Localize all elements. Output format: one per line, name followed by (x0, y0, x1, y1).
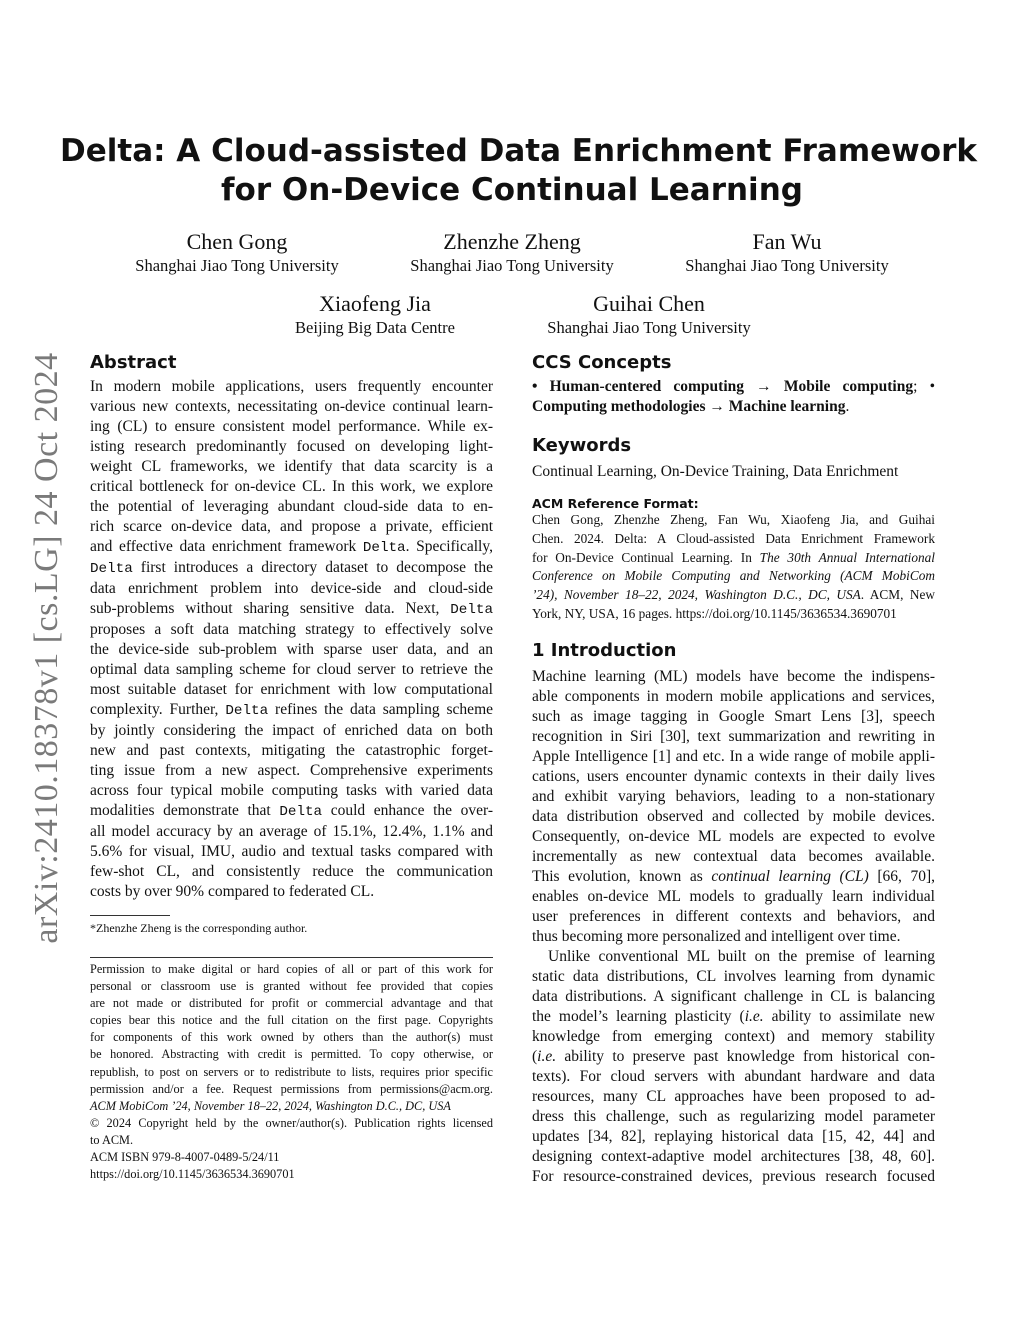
intro-line: thus becoming more personalized and intelligent over time. (532, 927, 901, 945)
abstract-line: and effective data enrichment framework Delta. Specifically, (90, 538, 493, 556)
copyright-line: to ACM. (90, 1132, 134, 1147)
reference-line: York, NY, USA, 16 pages. https://doi.org/10.1145/3636534.3690701 (532, 605, 897, 621)
reference-text: for On-Device Continual Learning. In (532, 549, 752, 565)
reference-line (532, 549, 935, 568)
intro-text: ability to preserve past knowledge from historical con- (556, 1047, 935, 1065)
keywords-text: Continual Learning, On-Device Training, Data Enrichment (532, 463, 899, 480)
abstract-line: various new contexts, necessitating on-device continual learn- (90, 398, 493, 415)
intro-line (532, 1047, 935, 1067)
ccs-term: Computing methodologies (532, 398, 706, 415)
author-name: Guihai Chen (593, 291, 705, 316)
intro-term: continual learning (CL) (711, 867, 869, 885)
permission-line: permission and/or a fee. Request permissions from permissions@acm.org. (90, 1081, 493, 1096)
permission-divider (90, 957, 493, 958)
abstract-line: critical bottleneck for on-device CL. In this work, we explore (90, 478, 493, 495)
reference-venue: ’24), November 18–22, 2024, Washington D.C., DC, USA (532, 587, 861, 603)
permission-line: be honored. Abstracting with credit is permitted. To copy otherwise, or (90, 1047, 493, 1062)
author-name: Xiaofeng Jia (319, 291, 431, 316)
abstract-body (90, 377, 493, 902)
abstract-line: sub-problems without sharing sensitive data. Next, Delta (90, 600, 493, 618)
abstract-line: 5.6% for visual, IMU, audio and textual tasks compared with (90, 843, 493, 860)
venue-line: ACM MobiCom ’24, November 18–22, 2024, Washington D.C., DC, USA (90, 1098, 451, 1113)
intro-line: texts). For cloud servers with abundant hardware and data (532, 1067, 935, 1085)
copyright-line: © 2024 Copyright held by the owner/author(s). Publication rights licensed (90, 1115, 493, 1130)
intro-line: Unlike conventional ML built on the premise of learning (548, 947, 935, 965)
introduction-heading: 1 Introduction (532, 639, 677, 661)
system-name: Delta (450, 602, 493, 618)
permission-block (90, 961, 493, 1183)
intro-abbrev: i.e. (744, 1007, 764, 1025)
system-name: Delta (362, 540, 406, 556)
abstract-line: weight CL frameworks, we identify that data scarcity is a (90, 458, 493, 475)
intro-line: enables on-device ML models to gradually learn individual (532, 887, 935, 905)
intro-line (532, 867, 935, 887)
paper-title (60, 132, 977, 210)
intro-line: recognition in Siri [30], text summarization and rewriting in (532, 727, 935, 745)
intro-paragraph (532, 947, 935, 1007)
abstract-line: ting issue from a new aspect. Comprehensive experiments (90, 762, 493, 779)
intro-line: updates [34, 82], replaying historical data [15, 42, 44] and (532, 1127, 935, 1145)
abstract-line: rich scarce on-device data, and propose a private, efficient (90, 518, 493, 535)
intro-text: the model’s learning plasticity ( (532, 1007, 745, 1025)
reference-line: Chen Gong, Zhenzhe Zheng, Fan Wu, Xiaofeng Jia, and Guihai (532, 512, 935, 527)
arrow-icon: → (756, 378, 772, 395)
abstract-line: by jointly considering the impact of enriched data on both (90, 722, 493, 739)
author-name: Chen Gong (186, 229, 288, 254)
doi-link[interactable]: https://doi.org/10.1145/3636534.3690701 (90, 1167, 295, 1182)
abstract-line: few-shot CL, and consistently reduce the communication (90, 863, 493, 880)
intro-paragraph-rest (532, 1067, 935, 1187)
system-name: Delta (225, 703, 269, 719)
intro-line: incrementally as new contextual data becomes available. (532, 847, 935, 865)
title-line: Delta: A Cloud-assisted Data Enrichment Framework (60, 133, 977, 169)
abstract-line: isting research predominantly focused on developing light- (90, 438, 493, 455)
abstract-line: all model accuracy by an average of 15.1%, 12.4%, 1.1% and (90, 823, 493, 840)
intro-citation: [66, 70], (868, 867, 936, 885)
intro-line: resources, many CL approaches have been proposed to ad- (532, 1087, 935, 1105)
intro-line (532, 1007, 935, 1027)
introduction-body (532, 667, 935, 1187)
author-name: Zhenzhe Zheng (443, 229, 581, 254)
abstract-line: the device-side sub-problem with sparse user data, and an (90, 641, 493, 658)
author-affiliation: Shanghai Jiao Tong University (685, 256, 889, 275)
intro-line: For resource-constrained devices, previous research focused (532, 1167, 935, 1185)
intro-line: data distributions. A significant challenge in CL is balancing (532, 987, 935, 1005)
arrow-icon: → (709, 398, 725, 415)
ccs-end: . (845, 398, 850, 415)
abstract-line: In modern mobile applications, users frequently encounter (90, 378, 493, 395)
ccs-concepts (532, 377, 935, 417)
abstract-line: complexity. Further, Delta refines the data sampling scheme (90, 701, 493, 719)
author-block (637, 229, 937, 277)
ccs-term: Machine learning (728, 398, 846, 415)
title-line: for On-Device Continual Learning (221, 172, 803, 208)
intro-line: dress this challenge, such as regularizing model parameter (532, 1107, 935, 1125)
permission-line: for components of this work owned by others than the author(s) must (90, 1030, 493, 1045)
arxiv-identifier-text: arXiv:2410.18378v1 [cs.LG] 24 Oct 2024 (28, 352, 65, 944)
isbn-line: ACM ISBN 979-8-4007-0489-5/24/11 (90, 1150, 280, 1165)
system-name: Delta (90, 561, 133, 577)
author-block (225, 291, 525, 339)
intro-text: ability to assimilate new (763, 1007, 935, 1025)
author-affiliation: Beijing Big Data Centre (295, 318, 455, 337)
reference-line: Conference on Mobile Computing and Networking (ACM MobiCom (532, 568, 935, 584)
intro-line: designing context-adaptive model architectures [38, 48, 60]. (532, 1147, 935, 1165)
reference-line (532, 586, 935, 605)
abstract-line: across four typical mobile computing tasks with varied data (90, 782, 493, 799)
intro-line: such as image tagging in Google Smart Lens [3], speech (532, 707, 935, 725)
abstract-line: modalities demonstrate that Delta could enhance the over- (90, 802, 493, 820)
intro-line: and exhibit varying behaviors, leading to a non-stationary (532, 787, 935, 805)
abstract-line: new and past contexts, mitigating the catastrophic forget- (90, 742, 493, 759)
ccs-term: • Human-centered computing (532, 378, 745, 395)
permission-line: personal or classroom use is granted without fee provided that copies (90, 979, 493, 994)
ccs-term: Mobile computing (783, 378, 914, 395)
permission-line: copies bear this notice and the full citation on the first page. Copyrights (90, 1013, 493, 1028)
abstract-line: costs by over 90% compared to federated CL. (90, 883, 375, 900)
intro-paragraph (532, 667, 935, 867)
intro-line: Consequently, on-device ML models are expected to evolve (532, 827, 935, 845)
abstract-line: Delta first introduces a directory dataset to decompose the (90, 559, 493, 577)
acm-reference-body (532, 511, 935, 624)
ccs-line (532, 397, 935, 417)
intro-abbrev: i.e. (537, 1047, 557, 1065)
intro-line: Apple Intelligence [1] and etc. In a wide range of mobile appli- (532, 747, 935, 765)
ccs-line (532, 377, 935, 397)
intro-line: able components in modern mobile applications and services, (532, 687, 935, 705)
author-affiliation: Shanghai Jiao Tong University (410, 256, 614, 275)
abstract-line: most suitable dataset for enrichment with low computational (90, 681, 493, 698)
corresponding-author-footnote: *Zhenzhe Zheng is the corresponding author. (90, 921, 308, 935)
abstract-heading: Abstract (90, 352, 177, 373)
permission-text (90, 961, 493, 1098)
permission-line: republish, to post on servers or to redistribute to lists, requires prior specific (90, 1064, 493, 1079)
intro-paragraph-tail (532, 887, 935, 947)
abstract-line: data enrichment problem into device-side and cloud-side (90, 580, 493, 597)
abstract-line: ing (CL) to ensure consistent model performance. While ex- (90, 418, 493, 435)
author-block (87, 229, 387, 277)
abstract-line: optimal data sampling scheme for cloud server to retrieve the (90, 661, 493, 678)
intro-line: user preferences in different contexts and behaviors, and (532, 907, 935, 925)
intro-line: cations, users encounter dynamic contexts in their daily lives (532, 767, 935, 785)
reference-line: Chen. 2024. Delta: A Cloud-assisted Data Enrichment Framework (532, 530, 935, 546)
acm-reference-heading: ACM Reference Format: (532, 496, 699, 511)
footnote-divider (90, 915, 170, 916)
author-block (499, 291, 799, 339)
reference-text: . ACM, New (860, 587, 935, 603)
intro-line: data distribution observed and collected by mobile devices. (532, 807, 935, 825)
permission-line: are not made or distributed for profit or commercial advantage and that (90, 996, 493, 1011)
reference-venue: The 30th Annual International (759, 549, 935, 565)
intro-text: This evolution, known as (532, 867, 712, 885)
system-name: Delta (279, 804, 323, 820)
permission-line: Permission to make digital or hard copies of all or part of this work for (90, 962, 493, 976)
author-block (362, 229, 662, 277)
author-name: Fan Wu (752, 229, 822, 254)
ccs-separator: ; • (913, 378, 935, 395)
abstract-section (90, 352, 493, 902)
author-affiliation: Shanghai Jiao Tong University (547, 318, 751, 337)
abstract-line: the potential of leveraging abundant cloud-side data to en- (90, 498, 493, 515)
abstract-line: proposes a soft data matching strategy to effectively solve (90, 621, 493, 638)
intro-line: Machine learning (ML) models have become the indispens- (532, 667, 935, 685)
author-affiliation: Shanghai Jiao Tong University (135, 256, 339, 275)
keywords-heading: Keywords (532, 435, 632, 456)
intro-line: static data distributions, CL involves learning from dynamic (532, 967, 935, 985)
intro-line: knowledge from emerging context) and memory stability (532, 1027, 935, 1045)
ccs-heading: CCS Concepts (532, 352, 672, 373)
right-column (532, 352, 935, 1187)
intro-text: ( (532, 1047, 538, 1065)
